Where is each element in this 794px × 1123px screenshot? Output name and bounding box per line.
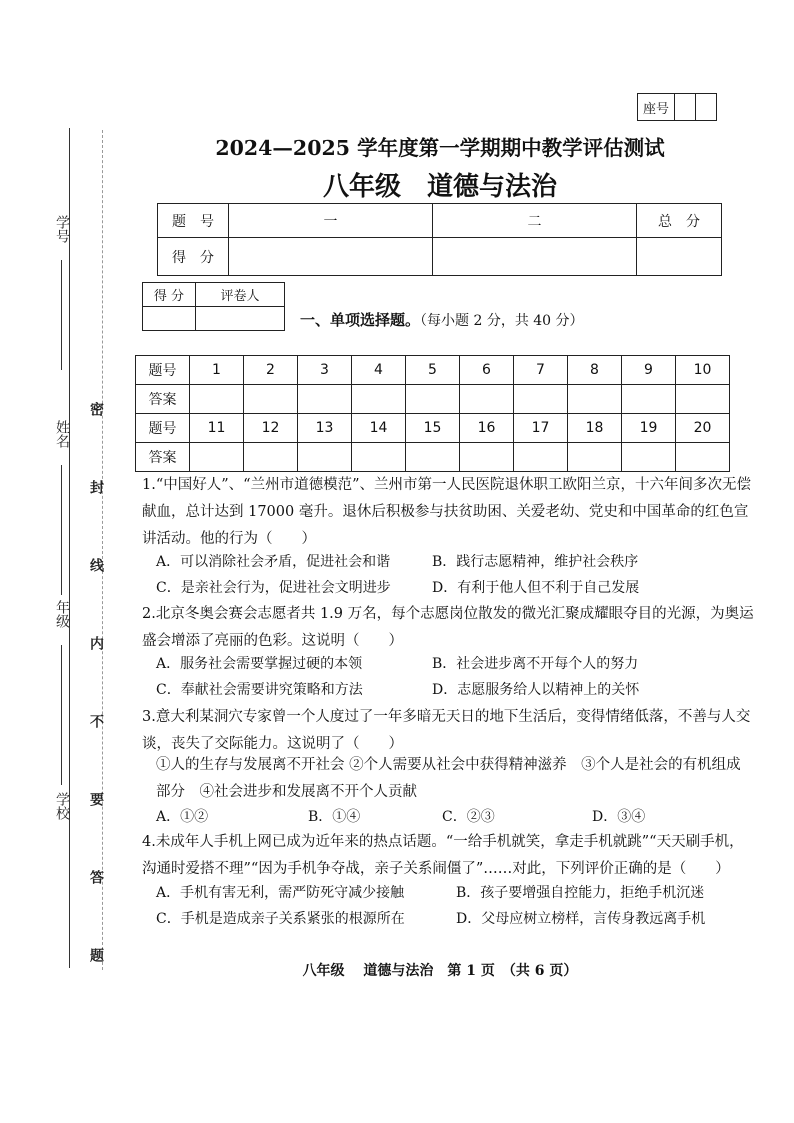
question-2-option-c: C．奉献社会需要讲究策略和方法 <box>156 682 363 698</box>
answer-grid-num: 10 <box>676 356 730 385</box>
answer-grid-num: 5 <box>406 356 460 385</box>
answer-grid-num: 7 <box>514 356 568 385</box>
answer-cell[interactable] <box>352 443 406 472</box>
grade-label: 年级 <box>54 600 70 628</box>
score-header-number: 题 号 <box>158 204 229 238</box>
answer-cell[interactable] <box>622 385 676 414</box>
answer-grid-num: 3 <box>298 356 352 385</box>
question-1-option-b: B．践行志愿精神，维护社会秩序 <box>432 554 639 570</box>
answer-cell[interactable] <box>568 385 622 414</box>
seat-cell-1[interactable] <box>675 94 696 121</box>
question-2-option-d: D．志愿服务给人以精神上的关怀 <box>432 682 640 698</box>
question-3-option-b: B．①④ <box>308 809 361 825</box>
grader-score-label: 得 分 <box>143 283 196 307</box>
question-1-stem: 1.“中国好人”、“兰州市道德模范”、兰州市第一人民医院退休职工欧阳兰京，十六年间多次无偿献血，总计达到 17000 毫升。退休后积极参与扶贫助困、关爱老幼、党史和中国革命的红色宣讲活动。他的行为（ ） <box>142 477 751 547</box>
answer-cell[interactable] <box>622 443 676 472</box>
question-2-option-b: B．社会进步离不开每个人的努力 <box>432 656 639 672</box>
seat-cell-2[interactable] <box>696 94 717 121</box>
answer-grid-num: 4 <box>352 356 406 385</box>
answer-cell[interactable] <box>298 385 352 414</box>
answer-grid-num: 14 <box>352 414 406 443</box>
section1-title: 一、单项选择题。 <box>300 311 421 329</box>
question-4-stem: 4.未成年人手机上网已成为近年来的热点话题。“一给手机就笑，拿走手机就跳”“天天刷手机，沟通时爱搭不理”“因为手机争夺战，亲子关系闹僵了”……对此，下列评价正确的是（ ） <box>142 834 744 877</box>
student-name-label: 姓名 <box>54 420 70 448</box>
answer-cell[interactable] <box>406 385 460 414</box>
exam-subtitle: 八年级 道德与法治 <box>322 172 557 202</box>
answer-cell[interactable] <box>514 385 568 414</box>
answer-cell[interactable] <box>460 443 514 472</box>
grader-box <box>142 282 285 331</box>
score-cell-part2[interactable] <box>433 238 637 276</box>
answer-grid-label-num: 题号 <box>136 414 190 443</box>
seat-number-box <box>637 93 717 121</box>
answer-cell[interactable] <box>514 443 568 472</box>
answer-grid-num: 13 <box>298 414 352 443</box>
question-4-option-b: B．孩子要增强自控能力，拒绝手机沉迷 <box>456 885 705 901</box>
answer-grid-label-num: 题号 <box>136 356 190 385</box>
answer-grid-label-ans: 答案 <box>136 443 190 472</box>
answer-cell[interactable] <box>460 385 514 414</box>
answer-cell[interactable] <box>676 385 730 414</box>
answer-grid <box>135 355 730 472</box>
answer-cell[interactable] <box>244 385 298 414</box>
answer-grid-num: 8 <box>568 356 622 385</box>
score-row-label: 得 分 <box>158 238 229 276</box>
section1-note: （每小题 2 分，共 40 分） <box>420 313 584 329</box>
question-2-option-a: A．服务社会需要掌握过硬的本领 <box>156 656 363 672</box>
score-cell-part1[interactable] <box>229 238 433 276</box>
grade-line <box>61 645 62 785</box>
score-header-part1: 一 <box>229 204 433 238</box>
answer-grid-num: 2 <box>244 356 298 385</box>
grader-name-label: 评卷人 <box>196 283 285 307</box>
question-1-option-a: A．可以消除社会矛盾，促进社会和谐 <box>156 554 391 570</box>
question-3-stem: 3.意大利某洞穴专家曾一个人度过了一年多暗无天日的地下生活后，变得情绪低落，不善与人交谈，丧失了交际能力。这说明了（ ） <box>142 709 751 752</box>
binding-solid-line <box>69 128 70 968</box>
section1-heading <box>300 309 584 330</box>
score-header-total: 总 分 <box>637 204 722 238</box>
binding-margin <box>0 0 120 1123</box>
answer-cell[interactable] <box>406 443 460 472</box>
question-3-option-c: C．②③ <box>442 809 495 825</box>
question-1-option-d: D．有利于他人但不利于自己发展 <box>432 580 640 596</box>
answer-cell[interactable] <box>244 443 298 472</box>
answer-grid-num: 12 <box>244 414 298 443</box>
answer-grid-num: 20 <box>676 414 730 443</box>
school-label: 学校 <box>54 792 70 820</box>
score-cell-total[interactable] <box>637 238 722 276</box>
answer-grid-num: 17 <box>514 414 568 443</box>
student-name-line <box>61 465 62 595</box>
grader-score-cell[interactable] <box>143 307 196 331</box>
answer-grid-num: 15 <box>406 414 460 443</box>
answer-cell[interactable] <box>676 443 730 472</box>
question-1-option-c: C．是亲社会行为，促进社会文明进步 <box>156 580 391 596</box>
question-3-statements: ①人的生存与发展离不开社会 ②个人需要从社会中获得精神滋养 ③个人是社会的有机组成部分 ④社会进步和发展离不开个人贡献 <box>156 757 741 800</box>
answer-cell[interactable] <box>298 443 352 472</box>
answer-grid-num: 1 <box>190 356 244 385</box>
student-id-label: 学号 <box>54 215 70 243</box>
answer-grid-num: 16 <box>460 414 514 443</box>
question-3-option-d: D．③④ <box>592 809 646 825</box>
exam-title: 2024—2025 学年度第一学期期中教学评估测试 <box>215 136 665 160</box>
seal-line-notice: 密 封 线 内 不 要 答 题 <box>88 402 104 986</box>
answer-cell[interactable] <box>190 385 244 414</box>
answer-grid-num: 6 <box>460 356 514 385</box>
score-header-part2: 二 <box>433 204 637 238</box>
answer-cell[interactable] <box>190 443 244 472</box>
page-footer: 八年级 道德与法治 第 1 页 （共 6 页） <box>302 963 578 979</box>
answer-cell[interactable] <box>352 385 406 414</box>
answer-cell[interactable] <box>568 443 622 472</box>
answer-grid-label-ans: 答案 <box>136 385 190 414</box>
seat-label: 座号 <box>638 94 675 121</box>
question-4-option-d: D．父母应树立榜样，言传身教远离手机 <box>456 911 706 927</box>
question-2-stem: 2.北京冬奥会赛会志愿者共 1.9 万名，每个志愿岗位散发的微光汇聚成耀眼夺目的光源，为奥运盛会增添了亮丽的色彩。这说明（ ） <box>142 606 754 649</box>
grader-name-cell[interactable] <box>196 307 285 331</box>
answer-grid-num: 18 <box>568 414 622 443</box>
question-4-option-a: A．手机有害无利，需严防死守减少接触 <box>156 885 405 901</box>
score-table <box>157 203 722 276</box>
question-4-option-c: C．手机是造成亲子关系紧张的根源所在 <box>156 911 405 927</box>
answer-grid-num: 19 <box>622 414 676 443</box>
answer-grid-num: 11 <box>190 414 244 443</box>
answer-grid-num: 9 <box>622 356 676 385</box>
question-3-option-a: A．①② <box>156 809 209 825</box>
student-id-line <box>61 260 62 370</box>
